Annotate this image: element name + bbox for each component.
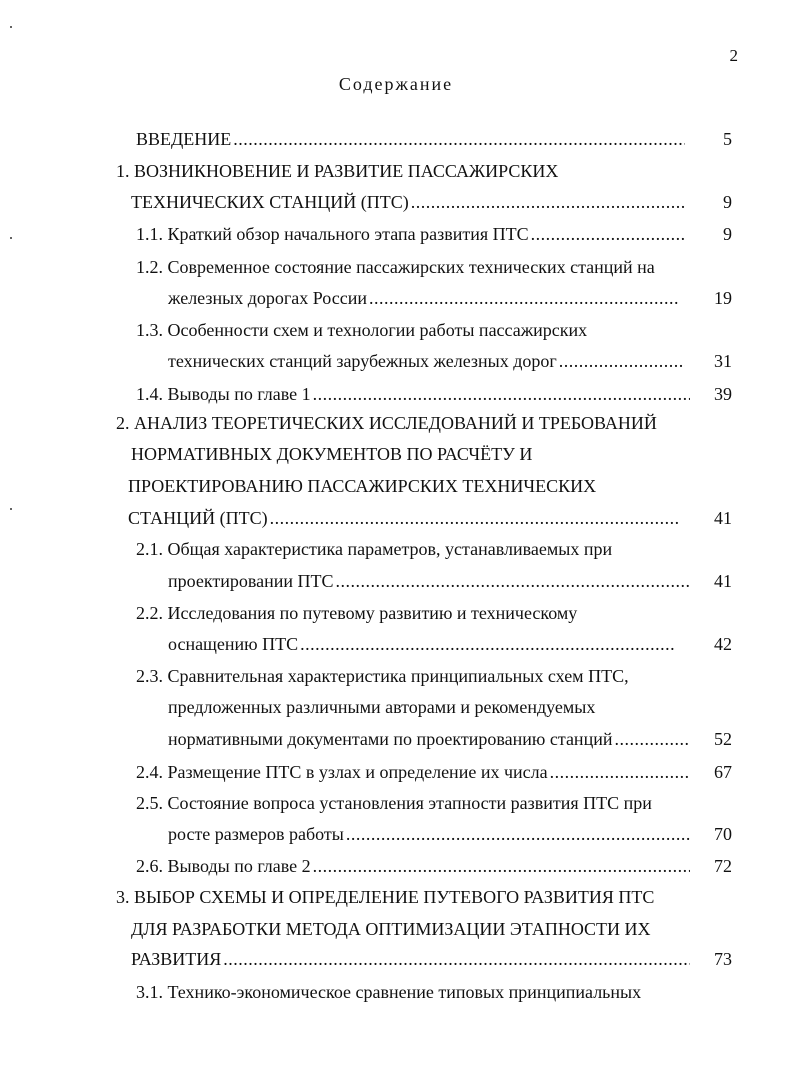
dot-leader [614, 727, 690, 751]
toc-entry [131, 442, 532, 466]
dot-leader [300, 632, 675, 656]
toc-entry-page: 9 [723, 224, 732, 244]
toc-entry-page: 52 [714, 729, 732, 749]
dot-leader [411, 190, 685, 214]
dot-leader [346, 822, 690, 846]
toc-entry-page: 67 [714, 762, 732, 782]
toc-entry-text: 1.3. Особенности схем и технологии работы пассажирских [136, 320, 588, 340]
toc-entry-text: ПРОЕКТИРОВАНИЮ ПАССАЖИРСКИХ ТЕХНИЧЕСКИХ [128, 476, 597, 496]
toc-entry-text: 2.6. Выводы по главе 2 [136, 856, 311, 876]
toc-entry-text: 3.1. Технико-экономическое сравнение типовых принципиальных [136, 982, 642, 1002]
dot-leader [233, 127, 685, 151]
toc-entry-text: 1.4. Выводы по главе 1 [136, 384, 311, 404]
toc-entry-text: железных дорогах России [168, 288, 368, 308]
toc-entry [136, 791, 652, 815]
toc-entry-text: 1.1. Краткий обзор начального этапа развития ПТС [136, 224, 529, 244]
toc-entry-text: росте размеров работы [168, 824, 344, 844]
toc-entry-text: 2.1. Общая характеристика параметров, устанавливаемых при [136, 539, 613, 559]
dot-leader [223, 947, 690, 971]
toc-entry [136, 854, 690, 878]
toc-entry-text: 2.3. Сравнительная характеристика принципиальных схем ПТС, [136, 666, 629, 686]
toc-entry-text: 2.4. Размещение ПТС в узлах и определение их числа [136, 762, 548, 782]
dot-leader [369, 286, 680, 310]
toc-entry-text: проектировании ПТС [168, 571, 334, 591]
toc-entry-text: предложенных различными авторами и рекомендуемых [168, 697, 596, 717]
toc-entry-text: 2.5. Состояние вопроса установления этапности развития ПТС при [136, 793, 652, 813]
toc-entry [116, 411, 657, 435]
toc-entry-text: РАЗВИТИЯ [131, 949, 222, 969]
toc-entry [116, 885, 654, 909]
page-number: 2 [729, 46, 738, 65]
toc-entry-text: нормативными документами по проектированию станций [168, 729, 613, 749]
dot-leader [270, 506, 680, 530]
toc-entry-text: ВВЕДЕНИЕ [136, 129, 232, 149]
toc-entry-page: 9 [723, 192, 732, 212]
toc-entry-text: СТАНЦИЙ (ПТС) [128, 508, 268, 528]
toc-entry [168, 822, 690, 846]
toc-entry [136, 318, 587, 342]
toc-entry [136, 664, 629, 688]
toc-entry [128, 506, 680, 530]
toc-entry-page: 31 [714, 351, 732, 371]
toc-entry [131, 190, 685, 214]
dot-leader [531, 222, 685, 246]
toc-entry [168, 727, 690, 751]
toc-entry-text: 2. АНАЛИЗ ТЕОРЕТИЧЕСКИХ ИССЛЕДОВАНИЙ И ТРЕБОВАНИЙ [116, 413, 657, 433]
toc-entry-text: оснащению ПТС [168, 634, 299, 654]
page-title: Содержание [338, 74, 454, 94]
scan-speck [10, 508, 12, 510]
toc-entry [136, 382, 690, 406]
dot-leader [313, 382, 690, 406]
dot-leader [559, 349, 685, 373]
toc-entry-text: технических станций зарубежных железных дорог [168, 351, 557, 371]
toc-entry [131, 917, 651, 941]
toc-entry [136, 980, 641, 1004]
toc-entry [136, 537, 612, 561]
toc-entry-page: 42 [714, 634, 732, 654]
toc-entry-text: 1.2. Современное состояние пассажирских технических станций на [136, 257, 655, 277]
toc-entry [168, 349, 685, 373]
toc-entry-text: 3. ВЫБОР СХЕМЫ И ОПРЕДЕЛЕНИЕ ПУТЕВОГО РАЗВИТИЯ ПТС [116, 887, 655, 907]
toc-entry-page: 39 [714, 384, 732, 404]
toc-entry-page: 41 [714, 508, 732, 528]
toc-entry [136, 222, 685, 246]
scan-speck [10, 26, 12, 28]
toc-entry-page: 19 [714, 288, 732, 308]
toc-entry [131, 947, 690, 971]
toc-entry [136, 601, 577, 625]
toc-entry-text: ДЛЯ РАЗРАБОТКИ МЕТОДА ОПТИМИЗАЦИИ ЭТАПНОСТИ ИХ [131, 919, 651, 939]
dot-leader [313, 854, 690, 878]
toc-entry-text: НОРМАТИВНЫХ ДОКУМЕНТОВ ПО РАСЧЁТУ И [131, 444, 533, 464]
toc-entry-page: 72 [714, 856, 732, 876]
dot-leader [550, 760, 690, 784]
toc-entry [136, 255, 655, 279]
toc-entry-page: 41 [714, 571, 732, 591]
toc-entry-text: ТЕХНИЧЕСКИХ СТАНЦИЙ (ПТС) [131, 192, 409, 212]
dot-leader [336, 569, 691, 593]
toc-entry-page: 5 [723, 129, 732, 149]
toc-entry-page: 70 [714, 824, 732, 844]
toc-entry [168, 632, 675, 656]
toc-entry [168, 286, 680, 310]
scan-speck [10, 237, 12, 239]
toc-entry [168, 695, 595, 719]
toc-entry-text: 2.2. Исследования по путевому развитию и техническому [136, 603, 578, 623]
toc-entry [168, 569, 690, 593]
toc-entry [136, 760, 690, 784]
toc-entry [136, 127, 685, 151]
toc-entry [116, 159, 558, 183]
toc-entry-page: 73 [714, 949, 732, 969]
toc-entry [128, 474, 596, 498]
toc-entry-text: 1. ВОЗНИКНОВЕНИЕ И РАЗВИТИЕ ПАССАЖИРСКИХ [116, 161, 559, 181]
